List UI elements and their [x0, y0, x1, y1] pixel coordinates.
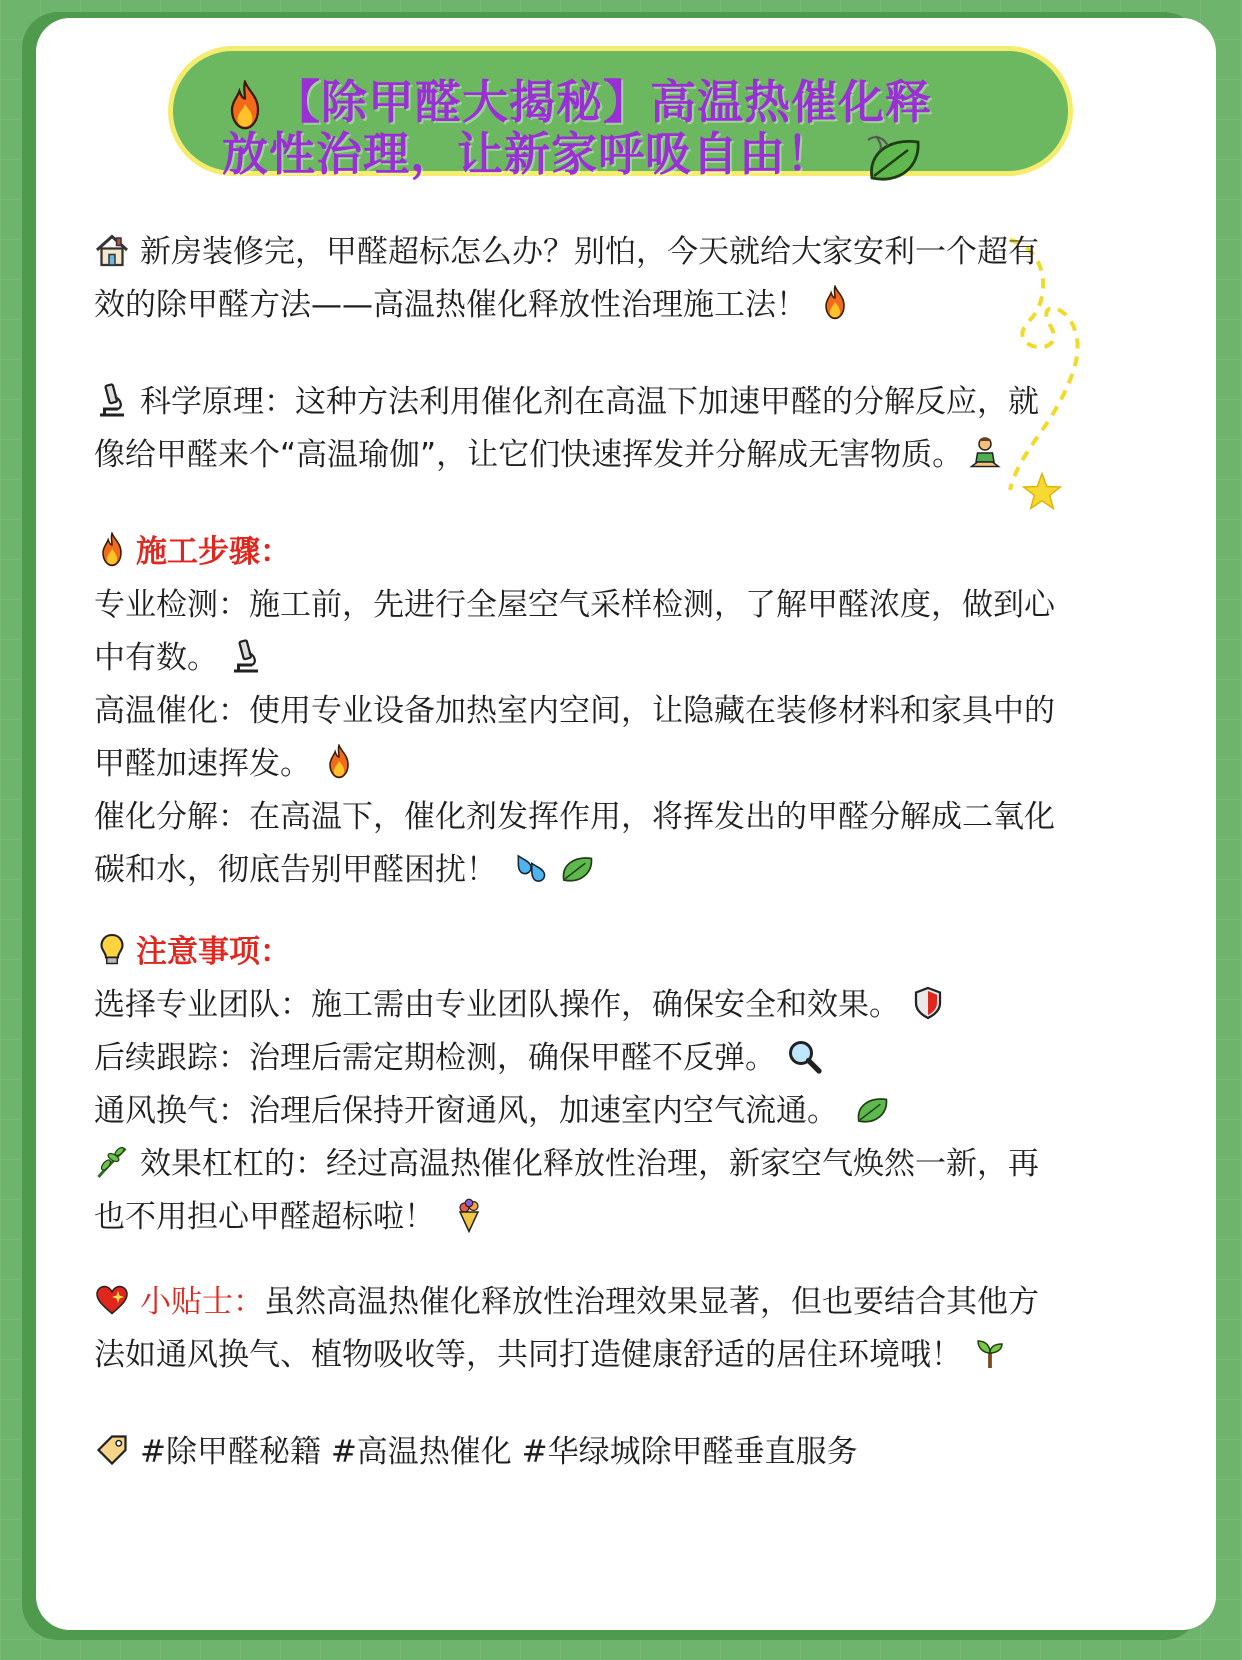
principle-paragraph — [94, 376, 1154, 482]
step-line-6: 碳和水，彻底告别甲醛困扰！ — [94, 844, 1154, 897]
intro-line-2: 效的除甲醛方法——高温热催化释放性治理施工法！ — [94, 279, 1154, 332]
principle-line-2: 像给甲醛来个“高温瑜伽”，让它们快速挥发并分解成无害物质。 — [94, 429, 1154, 482]
herb-icon — [94, 1144, 130, 1180]
magnifier-icon — [786, 1038, 822, 1074]
leaf-icon — [559, 850, 595, 886]
principle-line-1: 科学原理：这种方法利用催化剂在高温下加速甲醛的分解反应，就 — [94, 376, 1154, 429]
intro-line-1: 新房装修完，甲醛超标怎么办？别怕，今天就给大家安利一个超有 — [94, 226, 1154, 279]
tip-line-1: 小贴士：虽然高温热催化释放性治理效果显著，但也要结合其他方 — [94, 1276, 1154, 1329]
shield-icon — [910, 985, 946, 1021]
notes-heading: 注意事项： — [94, 926, 1154, 979]
house-icon — [94, 232, 130, 268]
lightbulb-icon — [94, 932, 130, 968]
note-line-4: 效果杠杠的：经过高温热催化释放性治理，新家空气焕然一新，再 — [94, 1138, 1154, 1191]
seedling-icon — [972, 1335, 1008, 1371]
note-line-5: 也不用担心甲醛超标啦！ — [94, 1191, 1154, 1244]
hashtags-line — [94, 1426, 1154, 1479]
leaf-icon — [864, 130, 924, 186]
page-title-line-2: 放性治理，让新家呼吸自由！ — [222, 118, 924, 186]
step-line-1: 专业检测：施工前，先进行全屋空气采样检测，了解甲醛浓度，做到心 — [94, 587, 1055, 623]
leaf-icon — [854, 1091, 890, 1127]
fire-icon — [321, 744, 357, 780]
fire-icon — [817, 285, 853, 321]
steps-heading: 施工步骤： — [94, 526, 1154, 579]
intro-paragraph — [94, 226, 1154, 332]
fire-icon — [94, 532, 130, 568]
bouquet-icon — [451, 1197, 487, 1233]
step-line-2: 中有数。 — [94, 632, 1154, 685]
page-title-line-1: 【除甲醛大揭秘】高温热催化释 — [222, 66, 932, 132]
steps-section — [94, 526, 1154, 897]
notes-section — [94, 926, 1154, 1244]
note-line-2: 后续跟踪：治理后需定期检测，确保甲醛不反弹。 — [94, 1032, 1154, 1085]
step-line-4: 甲醛加速挥发。 — [94, 738, 1154, 791]
tag-icon — [94, 1432, 130, 1468]
tip-section — [94, 1276, 1154, 1382]
tip-line-2: 法如通风换气、植物吸收等，共同打造健康舒适的居住环境哦！ — [94, 1329, 1154, 1382]
hashtags: #除甲醛秘籍 #高温热催化 #华绿城除甲醛垂直服务 — [140, 1434, 858, 1470]
microscope-icon — [228, 638, 264, 674]
step-line-3: 高温催化：使用专业设备加热室内空间，让隐藏在装修材料和家具中的 — [94, 693, 1055, 729]
step-line-5: 催化分解：在高温下，催化剂发挥作用，将挥发出的甲醛分解成二氧化 — [94, 799, 1055, 835]
sparkle-heart-icon — [94, 1282, 130, 1318]
note-line-3: 通风换气：治理后保持开窗通风，加速室内空气流通。 — [94, 1085, 1154, 1138]
yoga-icon — [967, 435, 1003, 471]
water-drops-icon — [513, 850, 549, 886]
microscope-icon — [94, 382, 130, 418]
note-line-1: 选择专业团队：施工需由专业团队操作，确保安全和效果。 — [94, 979, 1154, 1032]
